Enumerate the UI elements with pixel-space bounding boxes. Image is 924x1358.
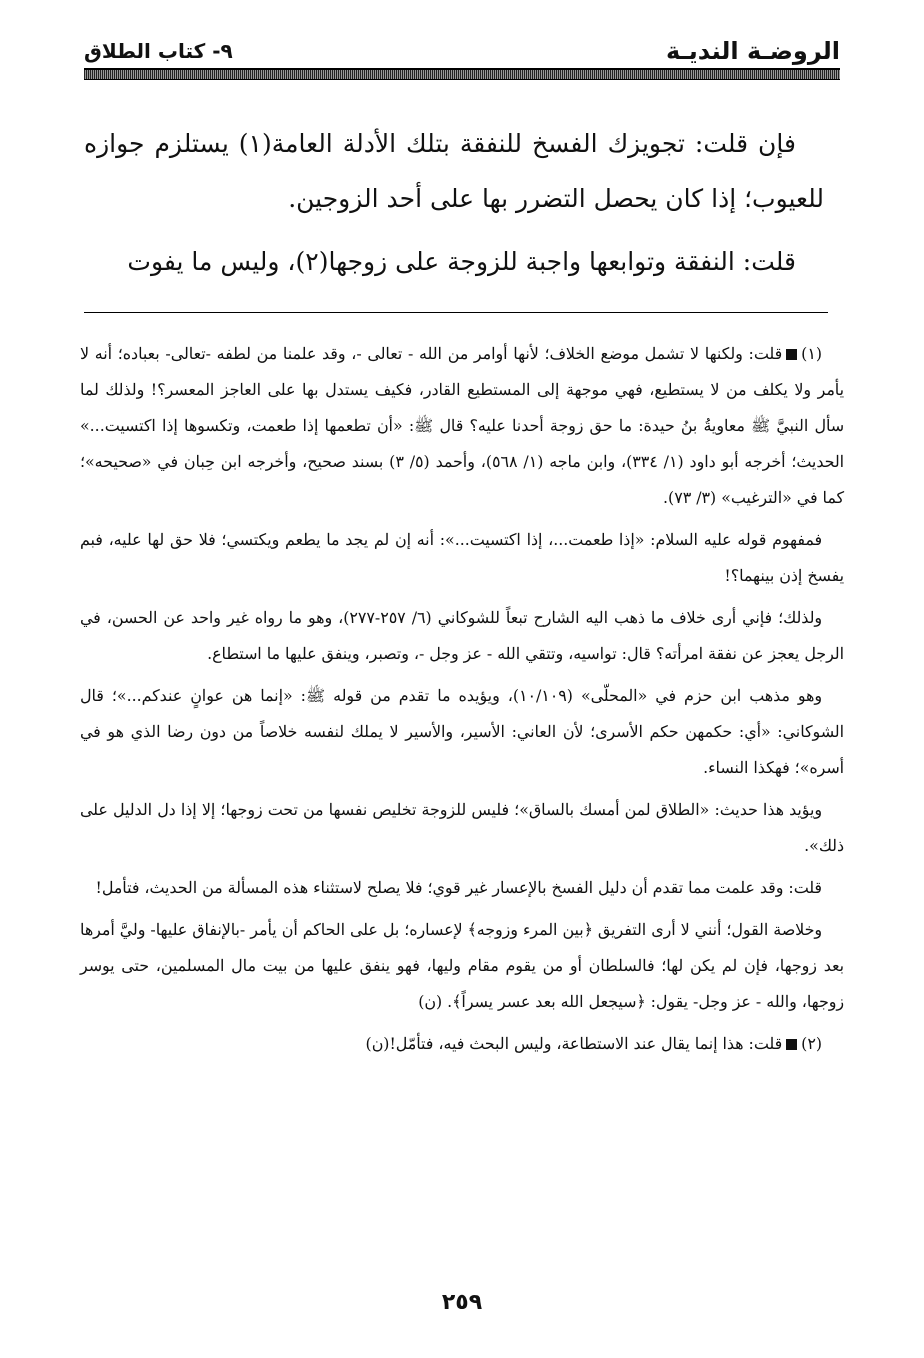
page-number: ٢٥٩	[441, 1290, 483, 1315]
running-header	[84, 30, 840, 66]
book-title: الروضـة النديـة	[665, 37, 840, 65]
square-marker-icon	[786, 1039, 797, 1050]
footnote-1-marker: (١)	[801, 344, 822, 363]
square-marker-icon	[786, 349, 797, 360]
footnote-divider	[84, 312, 828, 313]
footnote-paragraph: وهو مذهب ابن حزم في «المحلّى» (١٠/١٠٩)، ويؤيده ما تقدم من قوله ﷺ: «إنما هن عوانٍ عندكم...»؛ قال الشوكاني: «أي: حكمهن حكم الأسرى؛ لأن العاني: الأسير، والأسير لا يملك لنفسه خلاصاً من دون رضا الذي هو في أسره»؛ فهكذا النساء.	[80, 686, 844, 777]
footnote-1	[80, 336, 844, 516]
footnote-2-text: قلت: هذا إنما يقال عند الاستطاعة، وليس البحث فيه، فتأمّل!(ن)	[365, 1034, 783, 1053]
main-paragraph: قلت: النفقة وتوابعها واجبة للزوجة على زوجها(٢)، وليس ما يفوت	[127, 247, 796, 276]
header-divider	[84, 68, 840, 80]
footnote-paragraph: قلت: وقد علمت مما تقدم أن دليل الفسخ بالإعسار غير قوي؛ فلا يصلح لاستثناء هذه المسألة من الحديث، فتأمل!	[95, 878, 822, 897]
main-text	[84, 116, 824, 297]
footnote-2	[80, 1026, 844, 1062]
footnotes	[80, 336, 844, 1068]
footnote-paragraph: ولذلك؛ فإني أرى خلاف ما ذهب اليه الشارح تبعاً للشوكاني (٦/ ٢٥٧-٢٧٧)، وهو ما رواه غير واحد عن الحسن، في الرجل يعجز عن نفقة امرأته؟ قال: تواسيه، وتتقي الله - عز وجل -، وتصبر، وينفق عليها ما استطاع.	[80, 608, 844, 663]
footnote-1-text: قلت: ولكنها لا تشمل موضع الخلاف؛ لأنها أوامر من الله - تعالى -، وقد علمنا من لطفه -تعالى- بعباده؛ أنه لا يأمر ولا يكلف من لا يستطيع، فهي موجهة إلى المستطيع القادر، فكيف يستدل بها على العاجز المعسر؟! ولذلك لما سأل النبيَّ ﷺ معاويةُ بنُ حيدة: ما حق زوجة أحدنا عليه؟ قال ﷺ: «أن تطعمها إذا طعمت، وتكسوها إذا اكتسيت...» الحديث؛ أخرجه أبو داود (١/ ٣٣٤)، وابن ماجه (١/ ٥٦٨)، وأحمد (٥/ ٣) بسند صحيح، وأخرجه ابن حِبان في «صحيحه»؛ كما في «الترغيب» (٣/ ٧٣).	[80, 344, 845, 507]
footnote-2-marker: (٢)	[801, 1034, 822, 1053]
section-title: ٩- كتاب الطلاق	[84, 39, 233, 63]
main-paragraph: فإن قلت: تجويزك الفسخ للنفقة بتلك الأدلة العامة(١) يستلزم جوازه للعيوب؛ إذا كان يحصل التضرر بها على أحد الزوجين.	[84, 129, 824, 213]
footnote-paragraph: وخلاصة القول؛ أنني لا أرى التفريق ﴿بين المرء وزوجه﴾ لإعساره؛ بل على الحاكم أن يأمر -بالإنفاق عليها- وليَّ أمرها بعد زوجها، فإن لم يكن لها؛ فالسلطان أو من يقوم مقام وليها، فهو ينفق عليها من بيت مال المسلمين، حتى يوسر زوجها، والله - عز وجل- يقول: ﴿سيجعل الله بعد عسر يسراً﴾. (ن)	[80, 920, 845, 1011]
footnote-paragraph: فمفهوم قوله عليه السلام: «إذا طعمت...، إذا اكتسيت...»: أنه إن لم يجد ما يطعم ويكتسي؛ فلا حق لها عليه، فبم يفسخ إذن بينهما؟!	[80, 530, 844, 585]
footnote-paragraph: ويؤيد هذا حديث: «الطلاق لمن أمسك بالساق»؛ فليس للزوجة تخليص نفسها من تحت زوجها؛ إلا إذا دل الدليل على ذلك».	[80, 800, 844, 855]
